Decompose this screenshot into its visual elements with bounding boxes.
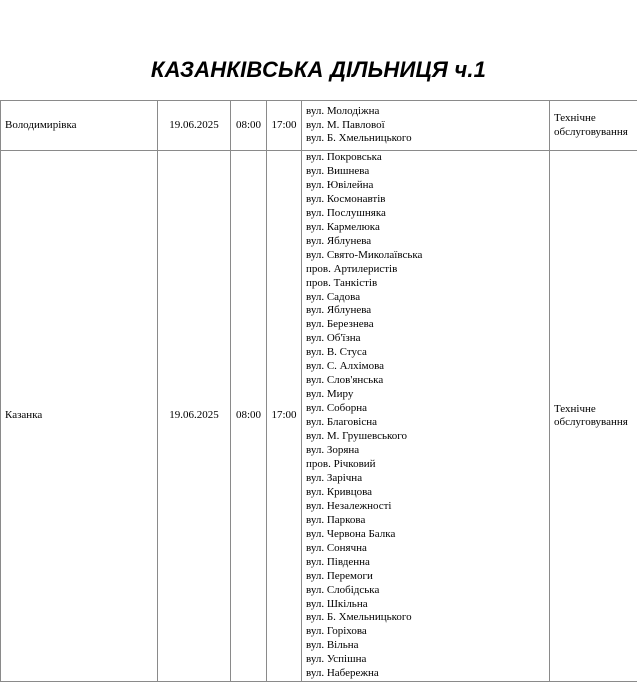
street-item: вул. Б. Хмельницького [306, 132, 412, 145]
street-item: вул. Свято-Миколаївська [306, 248, 423, 261]
street-item: вул. Об'їзна [306, 332, 361, 345]
street-item: вул. Набережна [306, 667, 379, 680]
street-item: вул. Успішна [306, 653, 367, 666]
street-item: вул. Південна [306, 555, 370, 568]
street-item: вул. Яблунева [306, 234, 372, 247]
street-item: вул. Яблунева [306, 304, 372, 317]
time-to-cell: 17:00 [267, 101, 302, 151]
street-item: вул. Шкільна [306, 597, 368, 610]
street-item: вул. Горіхова [306, 625, 367, 638]
street-item: вул. Слобідська [306, 583, 380, 596]
time-from-cell: 08:00 [231, 101, 267, 151]
street-item: вул. Вишнева [306, 164, 370, 177]
street-item: вул. Паркова [306, 513, 366, 526]
street-item: вул. Зоряна [306, 444, 360, 457]
reason-cell: Технічне обслуговування [550, 101, 637, 151]
street-item: вул. Благовісна [306, 416, 378, 429]
settlement-cell: Казанка [1, 151, 158, 682]
street-item: вул. Перемоги [306, 569, 373, 582]
street-item: вул. С. Алхімова [306, 360, 385, 373]
table-row [1, 101, 637, 151]
reason-cell: Технічне обслуговування [550, 151, 637, 682]
street-item: вул. Сонячна [306, 541, 367, 554]
street-item: пров. Танкістів [306, 276, 378, 289]
street-item: вул. Миру [306, 388, 354, 401]
time-from-cell: 08:00 [231, 151, 267, 682]
street-item: вул. Покровська [306, 151, 382, 163]
street-item: вул. Незалежності [306, 499, 392, 512]
streets-cell [302, 101, 550, 151]
date-cell: 19.06.2025 [158, 151, 231, 682]
street-item: пров. Артилеристів [306, 262, 398, 275]
street-item: вул. Космонавтів [306, 192, 386, 205]
street-item: вул. М. Павлової [306, 118, 385, 131]
table-row [1, 151, 637, 682]
street-item: вул. Послушняка [306, 206, 386, 219]
street-item: вул. В. Стуса [306, 346, 367, 359]
street-item: вул. Червона Балка [306, 527, 396, 540]
street-item: вул. Соборна [306, 402, 368, 415]
street-item: вул. Слов'янська [306, 374, 384, 387]
date-cell: 19.06.2025 [158, 101, 231, 151]
street-item: пров. Річковий [306, 457, 376, 470]
street-item: вул. Молодіжна [306, 104, 380, 117]
street-item: вул. Кривцова [306, 485, 373, 498]
outage-schedule-table [0, 100, 637, 682]
page-title: КАЗАНКІВСЬКА ДІЛЬНИЦЯ ч.1 [150, 57, 487, 82]
street-item: вул. М. Грушевського [306, 430, 408, 443]
street-item: вул. Б. Хмельницького [306, 611, 412, 624]
street-item: вул. Садова [306, 290, 361, 303]
time-to-cell: 17:00 [267, 151, 302, 682]
street-item: вул. Зарічна [306, 471, 363, 484]
street-item: вул. Березнева [306, 318, 374, 331]
street-item: вул. Кармелюка [306, 220, 380, 233]
settlement-cell: Володимирівка [1, 101, 158, 151]
street-item: вул. Вільна [306, 639, 359, 652]
streets-cell [302, 151, 550, 682]
street-item: вул. Ювілейна [306, 178, 374, 191]
